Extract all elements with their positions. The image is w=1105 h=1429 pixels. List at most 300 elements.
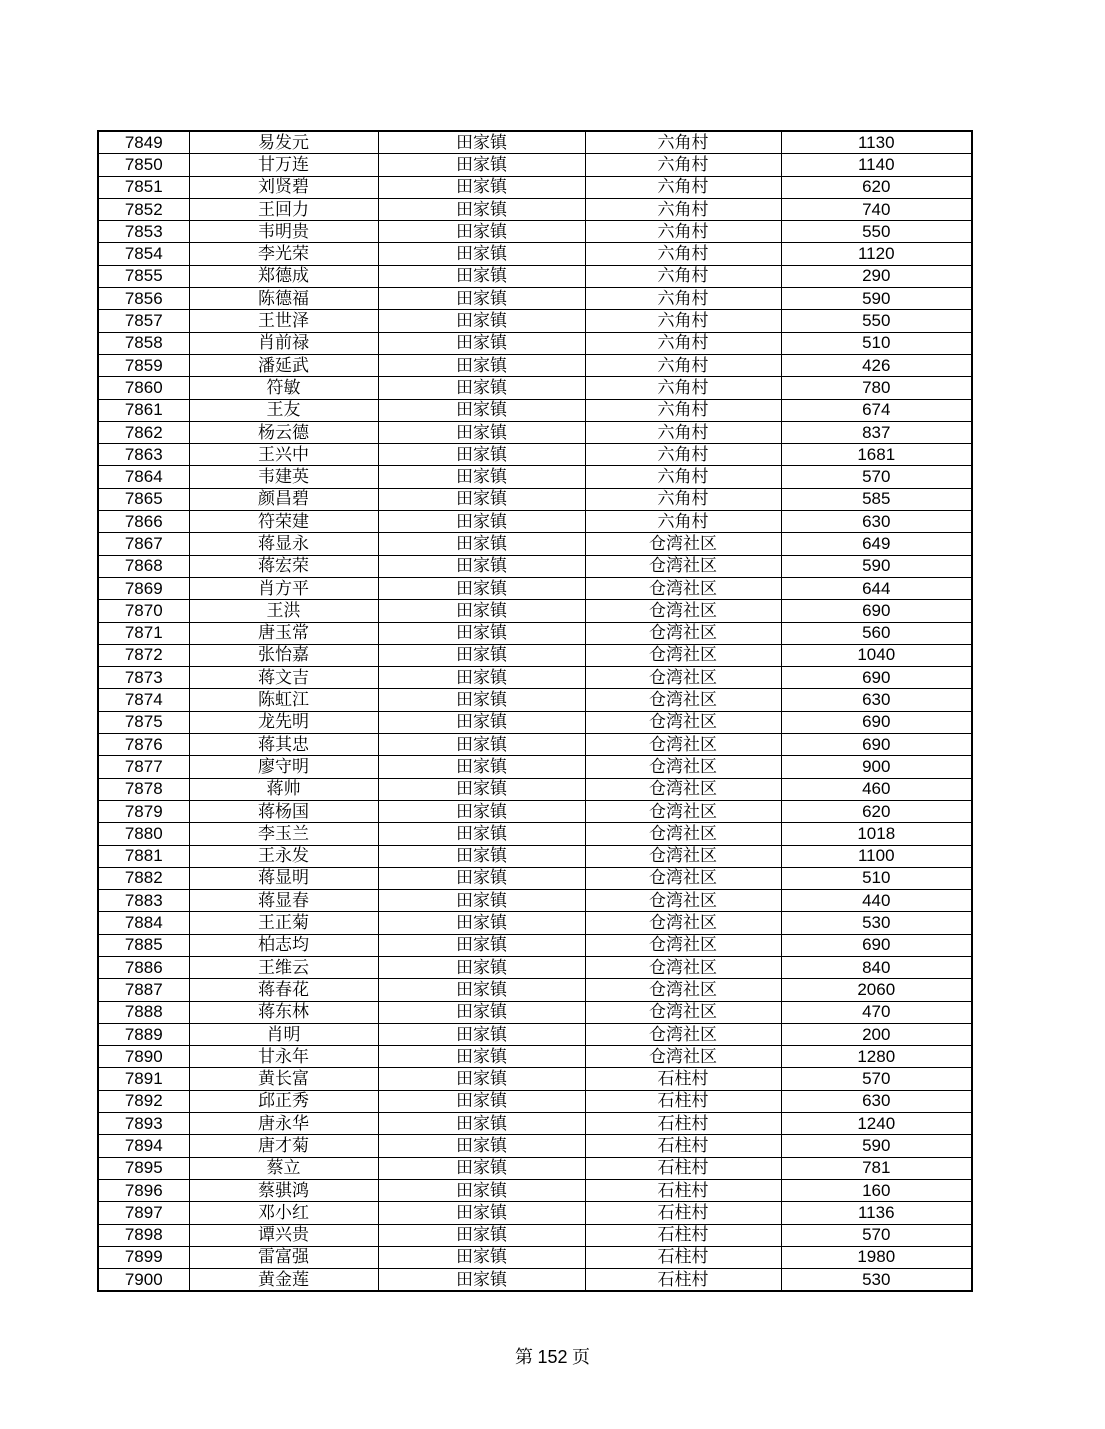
town-cell: 田家镇: [378, 1090, 585, 1112]
amount-cell: 690: [781, 600, 972, 622]
village-cell: 仓湾社区: [585, 979, 781, 1001]
serial-number-cell: 7852: [98, 198, 189, 220]
amount-cell: 690: [781, 734, 972, 756]
village-cell: 六角村: [585, 154, 781, 176]
village-cell: 石柱村: [585, 1068, 781, 1090]
serial-number-cell: 7900: [98, 1269, 189, 1292]
amount-cell: 690: [781, 667, 972, 689]
town-cell: 田家镇: [378, 979, 585, 1001]
village-cell: 六角村: [585, 221, 781, 243]
serial-number-cell: 7896: [98, 1179, 189, 1201]
name-cell: 韦建英: [189, 466, 378, 488]
amount-cell: 530: [781, 912, 972, 934]
town-cell: 田家镇: [378, 332, 585, 354]
roster-table: [97, 130, 973, 1292]
town-cell: 田家镇: [378, 421, 585, 443]
name-cell: 王永发: [189, 845, 378, 867]
table-row: [98, 934, 972, 956]
name-cell: 杨云德: [189, 421, 378, 443]
village-cell: 仓湾社区: [585, 577, 781, 599]
serial-number-cell: 7870: [98, 600, 189, 622]
serial-number-cell: 7890: [98, 1046, 189, 1068]
amount-cell: 560: [781, 622, 972, 644]
serial-number-cell: 7871: [98, 622, 189, 644]
village-cell: 仓湾社区: [585, 1001, 781, 1023]
town-cell: 田家镇: [378, 243, 585, 265]
serial-number-cell: 7874: [98, 689, 189, 711]
name-cell: 蒋文吉: [189, 667, 378, 689]
table-row: [98, 488, 972, 510]
table-row: [98, 577, 972, 599]
town-cell: 田家镇: [378, 176, 585, 198]
name-cell: 雷富强: [189, 1246, 378, 1268]
town-cell: 田家镇: [378, 956, 585, 978]
town-cell: 田家镇: [378, 1001, 585, 1023]
name-cell: 蒋显永: [189, 533, 378, 555]
table-row: [98, 1068, 972, 1090]
name-cell: 蔡骐鸿: [189, 1179, 378, 1201]
name-cell: 蒋帅: [189, 778, 378, 800]
amount-cell: 690: [781, 711, 972, 733]
town-cell: 田家镇: [378, 800, 585, 822]
table-row: [98, 555, 972, 577]
name-cell: 蔡立: [189, 1157, 378, 1179]
amount-cell: 900: [781, 756, 972, 778]
name-cell: 王正菊: [189, 912, 378, 934]
amount-cell: 510: [781, 332, 972, 354]
name-cell: 符荣建: [189, 511, 378, 533]
name-cell: 符敏: [189, 377, 378, 399]
village-cell: 仓湾社区: [585, 1046, 781, 1068]
serial-number-cell: 7855: [98, 265, 189, 287]
amount-cell: 620: [781, 800, 972, 822]
town-cell: 田家镇: [378, 1135, 585, 1157]
village-cell: 仓湾社区: [585, 956, 781, 978]
amount-cell: 160: [781, 1179, 972, 1201]
village-cell: 仓湾社区: [585, 600, 781, 622]
name-cell: 谭兴贵: [189, 1224, 378, 1246]
serial-number-cell: 7883: [98, 890, 189, 912]
amount-cell: 460: [781, 778, 972, 800]
name-cell: 柏志均: [189, 934, 378, 956]
amount-cell: 740: [781, 198, 972, 220]
name-cell: 蒋显明: [189, 867, 378, 889]
amount-cell: 780: [781, 377, 972, 399]
amount-cell: 630: [781, 689, 972, 711]
serial-number-cell: 7893: [98, 1113, 189, 1135]
name-cell: 王世泽: [189, 310, 378, 332]
amount-cell: 781: [781, 1157, 972, 1179]
serial-number-cell: 7867: [98, 533, 189, 555]
amount-cell: 510: [781, 867, 972, 889]
name-cell: 肖前禄: [189, 332, 378, 354]
town-cell: 田家镇: [378, 778, 585, 800]
village-cell: 石柱村: [585, 1269, 781, 1292]
serial-number-cell: 7864: [98, 466, 189, 488]
table-row: [98, 176, 972, 198]
table-row: [98, 511, 972, 533]
serial-number-cell: 7863: [98, 444, 189, 466]
village-cell: 仓湾社区: [585, 689, 781, 711]
village-cell: 仓湾社区: [585, 800, 781, 822]
name-cell: 蒋杨国: [189, 800, 378, 822]
table-row: [98, 689, 972, 711]
name-cell: 王洪: [189, 600, 378, 622]
serial-number-cell: 7880: [98, 823, 189, 845]
table-row: [98, 1224, 972, 1246]
village-cell: 六角村: [585, 399, 781, 421]
name-cell: 易发元: [189, 131, 378, 154]
amount-cell: 649: [781, 533, 972, 555]
table-row: [98, 912, 972, 934]
name-cell: 黄金莲: [189, 1269, 378, 1292]
table-row: [98, 711, 972, 733]
amount-cell: 530: [781, 1269, 972, 1292]
table-row: [98, 867, 972, 889]
amount-cell: 1120: [781, 243, 972, 265]
name-cell: 王维云: [189, 956, 378, 978]
town-cell: 田家镇: [378, 555, 585, 577]
village-cell: 六角村: [585, 377, 781, 399]
page-footer-suffix: 页: [572, 1347, 591, 1368]
name-cell: 廖守明: [189, 756, 378, 778]
serial-number-cell: 7879: [98, 800, 189, 822]
town-cell: 田家镇: [378, 890, 585, 912]
name-cell: 王友: [189, 399, 378, 421]
table-row: [98, 600, 972, 622]
town-cell: 田家镇: [378, 912, 585, 934]
town-cell: 田家镇: [378, 466, 585, 488]
table-row: [98, 1090, 972, 1112]
serial-number-cell: 7892: [98, 1090, 189, 1112]
town-cell: 田家镇: [378, 1113, 585, 1135]
serial-number-cell: 7860: [98, 377, 189, 399]
serial-number-cell: 7876: [98, 734, 189, 756]
table-row: [98, 1001, 972, 1023]
table-row: [98, 377, 972, 399]
town-cell: 田家镇: [378, 488, 585, 510]
table-row: [98, 956, 972, 978]
table-row: [98, 421, 972, 443]
name-cell: 蒋显春: [189, 890, 378, 912]
amount-cell: 426: [781, 354, 972, 376]
serial-number-cell: 7882: [98, 867, 189, 889]
town-cell: 田家镇: [378, 756, 585, 778]
village-cell: 六角村: [585, 265, 781, 287]
serial-number-cell: 7889: [98, 1023, 189, 1045]
name-cell: 唐玉常: [189, 622, 378, 644]
amount-cell: 674: [781, 399, 972, 421]
serial-number-cell: 7851: [98, 176, 189, 198]
serial-number-cell: 7850: [98, 154, 189, 176]
village-cell: 六角村: [585, 176, 781, 198]
name-cell: 黄长富: [189, 1068, 378, 1090]
village-cell: 仓湾社区: [585, 622, 781, 644]
table-row: [98, 221, 972, 243]
serial-number-cell: 7854: [98, 243, 189, 265]
name-cell: 唐才菊: [189, 1135, 378, 1157]
serial-number-cell: 7881: [98, 845, 189, 867]
town-cell: 田家镇: [378, 354, 585, 376]
town-cell: 田家镇: [378, 644, 585, 666]
serial-number-cell: 7898: [98, 1224, 189, 1246]
village-cell: 仓湾社区: [585, 912, 781, 934]
amount-cell: 630: [781, 1090, 972, 1112]
village-cell: 石柱村: [585, 1224, 781, 1246]
amount-cell: 590: [781, 1135, 972, 1157]
town-cell: 田家镇: [378, 377, 585, 399]
table-row: [98, 622, 972, 644]
serial-number-cell: 7899: [98, 1246, 189, 1268]
table-row: [98, 823, 972, 845]
village-cell: 仓湾社区: [585, 644, 781, 666]
table-row: [98, 288, 972, 310]
table-row: [98, 756, 972, 778]
village-cell: 仓湾社区: [585, 823, 781, 845]
table-row: [98, 778, 972, 800]
village-cell: 六角村: [585, 310, 781, 332]
village-cell: 石柱村: [585, 1113, 781, 1135]
amount-cell: 690: [781, 934, 972, 956]
roster-table-body: [98, 131, 972, 1291]
village-cell: 六角村: [585, 511, 781, 533]
amount-cell: 620: [781, 176, 972, 198]
town-cell: 田家镇: [378, 533, 585, 555]
town-cell: 田家镇: [378, 934, 585, 956]
table-row: [98, 1135, 972, 1157]
town-cell: 田家镇: [378, 577, 585, 599]
town-cell: 田家镇: [378, 444, 585, 466]
amount-cell: 1980: [781, 1246, 972, 1268]
town-cell: 田家镇: [378, 198, 585, 220]
village-cell: 仓湾社区: [585, 756, 781, 778]
village-cell: 六角村: [585, 466, 781, 488]
amount-cell: 550: [781, 310, 972, 332]
table-row: [98, 332, 972, 354]
table-row: [98, 198, 972, 220]
table-row: [98, 265, 972, 287]
village-cell: 石柱村: [585, 1202, 781, 1224]
serial-number-cell: 7862: [98, 421, 189, 443]
village-cell: 石柱村: [585, 1157, 781, 1179]
town-cell: 田家镇: [378, 823, 585, 845]
village-cell: 六角村: [585, 421, 781, 443]
name-cell: 李光荣: [189, 243, 378, 265]
town-cell: 田家镇: [378, 711, 585, 733]
village-cell: 仓湾社区: [585, 734, 781, 756]
village-cell: 仓湾社区: [585, 555, 781, 577]
village-cell: 石柱村: [585, 1090, 781, 1112]
table-row: [98, 310, 972, 332]
name-cell: 唐永华: [189, 1113, 378, 1135]
name-cell: 王回力: [189, 198, 378, 220]
amount-cell: 1040: [781, 644, 972, 666]
village-cell: 六角村: [585, 131, 781, 154]
village-cell: 六角村: [585, 243, 781, 265]
table-row: [98, 466, 972, 488]
town-cell: 田家镇: [378, 1023, 585, 1045]
serial-number-cell: 7885: [98, 934, 189, 956]
amount-cell: 2060: [781, 979, 972, 1001]
town-cell: 田家镇: [378, 622, 585, 644]
village-cell: 石柱村: [585, 1246, 781, 1268]
serial-number-cell: 7869: [98, 577, 189, 599]
amount-cell: 590: [781, 288, 972, 310]
serial-number-cell: 7872: [98, 644, 189, 666]
serial-number-cell: 7897: [98, 1202, 189, 1224]
name-cell: 颜昌碧: [189, 488, 378, 510]
village-cell: 石柱村: [585, 1179, 781, 1201]
serial-number-cell: 7873: [98, 667, 189, 689]
town-cell: 田家镇: [378, 1224, 585, 1246]
amount-cell: 1140: [781, 154, 972, 176]
table-row: [98, 1023, 972, 1045]
village-cell: 仓湾社区: [585, 667, 781, 689]
amount-cell: 644: [781, 577, 972, 599]
name-cell: 韦明贵: [189, 221, 378, 243]
amount-cell: 1130: [781, 131, 972, 154]
amount-cell: 200: [781, 1023, 972, 1045]
table-row: [98, 533, 972, 555]
town-cell: 田家镇: [378, 310, 585, 332]
serial-number-cell: 7884: [98, 912, 189, 934]
name-cell: 甘万连: [189, 154, 378, 176]
table-row: [98, 1046, 972, 1068]
page-number: 152: [537, 1347, 568, 1367]
amount-cell: 837: [781, 421, 972, 443]
town-cell: 田家镇: [378, 689, 585, 711]
name-cell: 李玉兰: [189, 823, 378, 845]
name-cell: 蒋其忠: [189, 734, 378, 756]
table-row: [98, 243, 972, 265]
amount-cell: 1240: [781, 1113, 972, 1135]
serial-number-cell: 7849: [98, 131, 189, 154]
village-cell: 仓湾社区: [585, 778, 781, 800]
table-row: [98, 890, 972, 912]
amount-cell: 440: [781, 890, 972, 912]
serial-number-cell: 7894: [98, 1135, 189, 1157]
table-row: [98, 845, 972, 867]
amount-cell: 550: [781, 221, 972, 243]
page-footer-prefix: 第: [514, 1347, 533, 1368]
amount-cell: 840: [781, 956, 972, 978]
table-row: [98, 399, 972, 421]
serial-number-cell: 7858: [98, 332, 189, 354]
serial-number-cell: 7853: [98, 221, 189, 243]
town-cell: 田家镇: [378, 1046, 585, 1068]
name-cell: 张怡嘉: [189, 644, 378, 666]
table-row: [98, 800, 972, 822]
town-cell: 田家镇: [378, 1246, 585, 1268]
amount-cell: 585: [781, 488, 972, 510]
village-cell: 仓湾社区: [585, 533, 781, 555]
town-cell: 田家镇: [378, 399, 585, 421]
name-cell: 刘贤碧: [189, 176, 378, 198]
serial-number-cell: 7856: [98, 288, 189, 310]
serial-number-cell: 7866: [98, 511, 189, 533]
amount-cell: 1280: [781, 1046, 972, 1068]
village-cell: 石柱村: [585, 1135, 781, 1157]
name-cell: 陈德福: [189, 288, 378, 310]
table-row: [98, 1269, 972, 1292]
town-cell: 田家镇: [378, 734, 585, 756]
name-cell: 蒋宏荣: [189, 555, 378, 577]
village-cell: 仓湾社区: [585, 867, 781, 889]
name-cell: 蒋东林: [189, 1001, 378, 1023]
serial-number-cell: 7895: [98, 1157, 189, 1179]
town-cell: 田家镇: [378, 265, 585, 287]
town-cell: 田家镇: [378, 511, 585, 533]
table-row: [98, 644, 972, 666]
amount-cell: 570: [781, 1224, 972, 1246]
town-cell: 田家镇: [378, 1179, 585, 1201]
serial-number-cell: 7865: [98, 488, 189, 510]
name-cell: 肖方平: [189, 577, 378, 599]
page-footer: [0, 1343, 1105, 1369]
town-cell: 田家镇: [378, 845, 585, 867]
village-cell: 六角村: [585, 332, 781, 354]
name-cell: 肖明: [189, 1023, 378, 1045]
table-row: [98, 154, 972, 176]
amount-cell: 630: [781, 511, 972, 533]
serial-number-cell: 7886: [98, 956, 189, 978]
village-cell: 六角村: [585, 488, 781, 510]
town-cell: 田家镇: [378, 1157, 585, 1179]
table-row: [98, 1202, 972, 1224]
serial-number-cell: 7888: [98, 1001, 189, 1023]
serial-number-cell: 7887: [98, 979, 189, 1001]
village-cell: 六角村: [585, 288, 781, 310]
town-cell: 田家镇: [378, 131, 585, 154]
serial-number-cell: 7857: [98, 310, 189, 332]
town-cell: 田家镇: [378, 1068, 585, 1090]
serial-number-cell: 7875: [98, 711, 189, 733]
table-row: [98, 1179, 972, 1201]
serial-number-cell: 7861: [98, 399, 189, 421]
table-row: [98, 1246, 972, 1268]
town-cell: 田家镇: [378, 1202, 585, 1224]
town-cell: 田家镇: [378, 867, 585, 889]
table-row: [98, 734, 972, 756]
village-cell: 仓湾社区: [585, 711, 781, 733]
table-row: [98, 979, 972, 1001]
table-row: [98, 1157, 972, 1179]
town-cell: 田家镇: [378, 600, 585, 622]
village-cell: 六角村: [585, 354, 781, 376]
town-cell: 田家镇: [378, 667, 585, 689]
town-cell: 田家镇: [378, 154, 585, 176]
table-row: [98, 1113, 972, 1135]
village-cell: 仓湾社区: [585, 890, 781, 912]
town-cell: 田家镇: [378, 288, 585, 310]
table-row: [98, 131, 972, 154]
name-cell: 龙先明: [189, 711, 378, 733]
amount-cell: 470: [781, 1001, 972, 1023]
name-cell: 邓小红: [189, 1202, 378, 1224]
amount-cell: 570: [781, 466, 972, 488]
serial-number-cell: 7891: [98, 1068, 189, 1090]
amount-cell: 1018: [781, 823, 972, 845]
table-row: [98, 444, 972, 466]
amount-cell: 1681: [781, 444, 972, 466]
name-cell: 王兴中: [189, 444, 378, 466]
serial-number-cell: 7878: [98, 778, 189, 800]
village-cell: 仓湾社区: [585, 1023, 781, 1045]
serial-number-cell: 7877: [98, 756, 189, 778]
amount-cell: 570: [781, 1068, 972, 1090]
name-cell: 潘延武: [189, 354, 378, 376]
name-cell: 蒋春花: [189, 979, 378, 1001]
